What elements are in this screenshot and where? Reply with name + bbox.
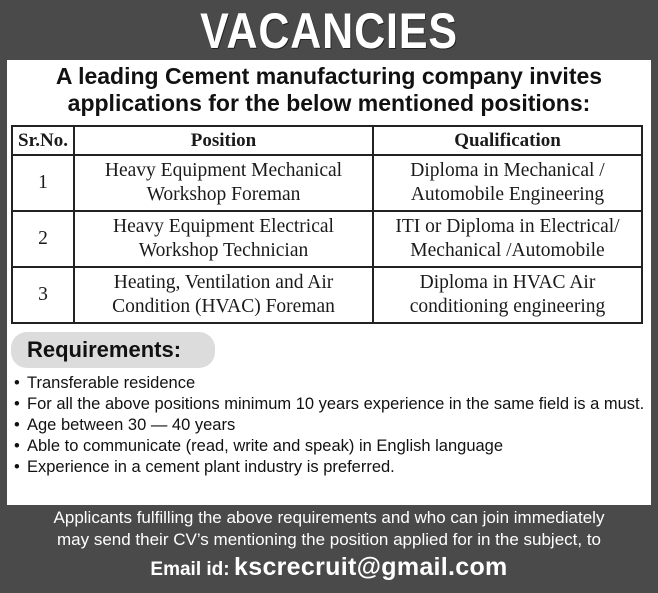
qualification-line: Automobile Engineering — [410, 184, 605, 205]
header-sr-no: Sr.No. — [12, 126, 74, 155]
cell-sr-no: 1 — [12, 155, 74, 211]
list-item: • Able to communicate (read, write and speak) in English language — [7, 436, 651, 457]
cell-position — [74, 267, 373, 323]
cell-sr-no: 3 — [12, 267, 74, 323]
position-line: Workshop Technician — [138, 240, 309, 261]
cell-position — [74, 211, 373, 267]
intro-text — [7, 63, 651, 117]
position-line: Workshop Foreman — [146, 184, 301, 205]
content-panel — [7, 60, 651, 505]
application-instructions — [0, 507, 658, 551]
intro-line-1: A leading Cement manufacturing company invites — [55, 63, 603, 89]
list-item: • Transferable residence — [7, 373, 651, 394]
table-header-row — [12, 126, 642, 155]
cell-position — [74, 155, 373, 211]
email-contact — [0, 553, 658, 582]
email-address[interactable]: kscrecruit@gmail.com — [234, 553, 508, 581]
intro-line-2: applications for the below mentioned positions: — [67, 90, 591, 116]
email-label: Email id: — [150, 559, 230, 580]
qualification-line: Diploma in Mechanical / — [410, 160, 605, 181]
cell-sr-no: 2 — [12, 211, 74, 267]
header-qualification: Qualification — [373, 126, 642, 155]
page-title: VACANCIES — [200, 3, 458, 59]
positions-table — [11, 125, 643, 324]
cell-qualification — [373, 155, 642, 211]
qualification-line: Mechanical /Automobile — [410, 240, 605, 261]
qualification-line: conditioning engineering — [409, 296, 606, 317]
cell-qualification — [373, 211, 642, 267]
requirements-list — [7, 373, 651, 478]
position-line: Heavy Equipment Electrical — [113, 216, 334, 237]
requirements-heading: Requirements: — [27, 337, 182, 362]
instructions-line-2: may send their CV’s mentioning the position applied for in the subject, to — [57, 530, 601, 549]
list-item: • Experience in a cement plant industry is preferred. — [7, 457, 651, 478]
instructions-line-1: Applicants fulfilling the above requirements and who can join immediately — [53, 508, 605, 527]
position-line: Heating, Ventilation and Air — [113, 272, 334, 293]
qualification-line: Diploma in HVAC Air — [419, 272, 596, 293]
list-item: • For all the above positions minimum 10 years experience in the same field is a must. — [7, 394, 651, 415]
position-line: Condition (HVAC) Foreman — [112, 296, 335, 317]
list-item: • Age between 30 — 40 years — [7, 415, 651, 436]
table-row — [12, 211, 642, 267]
header-position: Position — [74, 126, 373, 155]
table-row — [12, 267, 642, 323]
cell-qualification — [373, 267, 642, 323]
qualification-line: ITI or Diploma in Electrical/ — [395, 216, 620, 237]
position-line: Heavy Equipment Mechanical — [104, 160, 343, 181]
table-row — [12, 155, 642, 211]
